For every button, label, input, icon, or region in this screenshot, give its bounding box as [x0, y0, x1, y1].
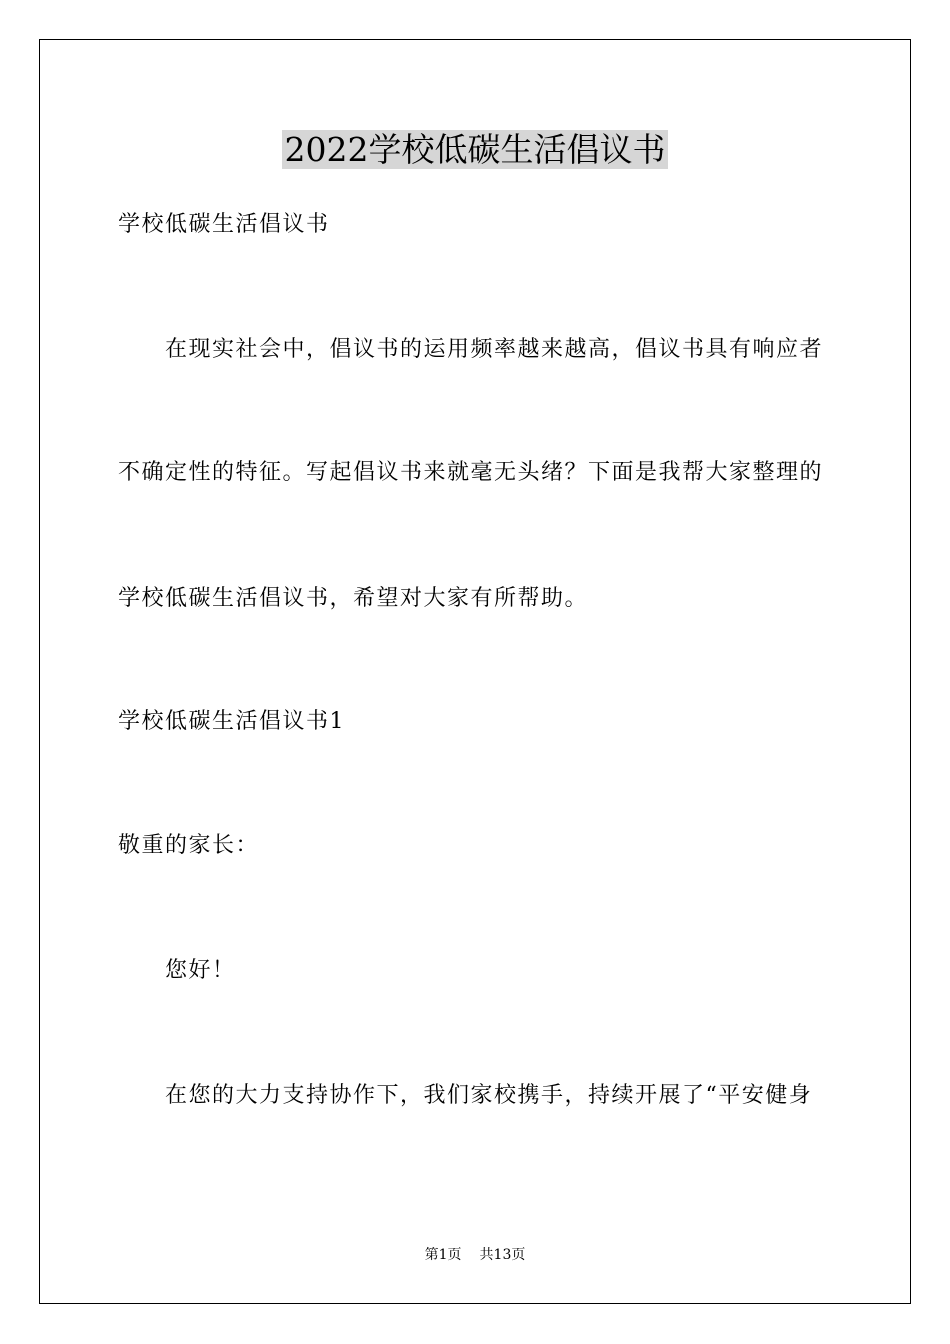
- greeting: 您好！: [165, 958, 236, 983]
- body-line: 学校低碳生活倡议书，希望对大家有所帮助。: [118, 586, 589, 611]
- body-line: 不确定性的特征。写起倡议书来就毫无头绪？下面是我帮大家整理的: [118, 460, 824, 485]
- document-title: [0, 124, 950, 176]
- section-heading: 学校低碳生活倡议书1: [118, 709, 345, 734]
- page-footer: [0, 1245, 950, 1265]
- body-line: 在您的大力支持协作下，我们家校携手，持续开展了“平安健身: [165, 1083, 813, 1108]
- document-title-text: 2022学校低碳生活倡议书: [282, 130, 669, 169]
- page-current: 第1页: [424, 1247, 462, 1263]
- body-line: 在现实社会中，倡议书的运用频率越来越高，倡议书具有响应者: [165, 337, 824, 362]
- body-line-heading: 学校低碳生活倡议书: [118, 212, 330, 237]
- salutation: 敬重的家长：: [118, 833, 260, 858]
- page-total: 共13页: [479, 1247, 526, 1263]
